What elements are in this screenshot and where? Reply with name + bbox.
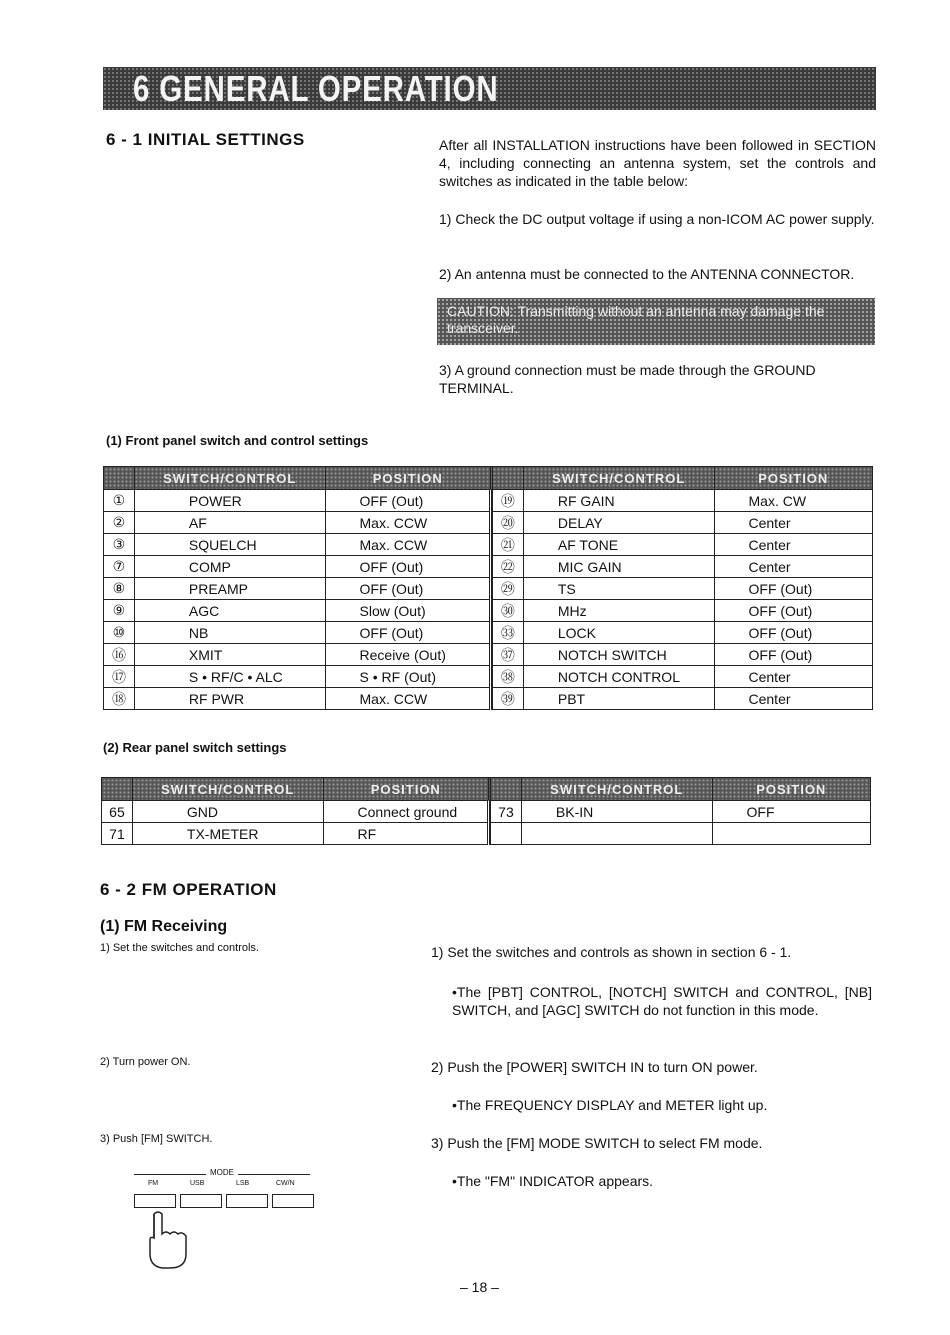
- switch-control-name: BK-IN: [521, 801, 712, 823]
- mode-cwn-label: CW/N: [276, 1180, 295, 1187]
- header-switch-control: SWITCH/CONTROL: [134, 467, 325, 490]
- header-position-2: POSITION: [714, 467, 873, 490]
- item-number: ⑦: [104, 556, 135, 578]
- header-position: POSITION: [325, 467, 490, 490]
- table-row: [104, 512, 873, 534]
- item-number: ㉙: [492, 578, 523, 600]
- switch-control-name: TX-METER: [132, 823, 323, 845]
- position-value: OFF (Out): [325, 578, 490, 600]
- mode-usb-button[interactable]: [180, 1194, 222, 1208]
- page-number: – 18 –: [460, 1279, 499, 1295]
- mode-usb-label: USB: [190, 1180, 205, 1187]
- right-step-1: 1) Set the switches and controls as shown in section 6 - 1.: [431, 944, 792, 960]
- right-step-3: 3) Push the [FM] MODE SWITCH to select FM mode.: [431, 1135, 763, 1151]
- mode-fm-button[interactable]: [134, 1194, 176, 1208]
- item-number: ㊲: [492, 644, 523, 666]
- section-banner: [103, 67, 876, 110]
- switch-control-name: GND: [132, 801, 323, 823]
- item-number: ⑧: [104, 578, 135, 600]
- position-value: RF: [323, 823, 488, 845]
- table-row: [102, 823, 871, 845]
- item-number: 65: [102, 801, 133, 823]
- switch-control-name: AGC: [134, 600, 325, 622]
- item-number: ㊴: [492, 688, 523, 710]
- switch-control-name: S • RF/C • ALC: [134, 666, 325, 688]
- left-step-3: 3) Push [FM] SWITCH.: [100, 1133, 213, 1145]
- switch-control-name: NOTCH CONTROL: [523, 666, 714, 688]
- position-value: Center: [714, 556, 873, 578]
- position-value: OFF: [712, 801, 870, 823]
- right-step-2: 2) Push the [POWER] SWITCH IN to turn ON power.: [431, 1059, 758, 1075]
- mode-label: MODE: [210, 1168, 234, 1177]
- header-num-2: [491, 778, 522, 801]
- section-6-1-heading: 6 - 1 INITIAL SETTINGS: [106, 130, 305, 149]
- position-value: Slow (Out): [325, 600, 490, 622]
- switch-control-name: PBT: [523, 688, 714, 710]
- mode-cwn-button[interactable]: [272, 1194, 314, 1208]
- item-number: ㉚: [492, 600, 523, 622]
- table-row: [104, 578, 873, 600]
- switch-control-name: XMIT: [134, 644, 325, 666]
- switch-control-name: NB: [134, 622, 325, 644]
- item-number: ⑯: [104, 644, 135, 666]
- item-number: 71: [102, 823, 133, 845]
- item-number: ㉝: [492, 622, 523, 644]
- position-value: Center: [714, 688, 873, 710]
- left-step-2: 2) Turn power ON.: [100, 1056, 191, 1068]
- switch-control-name: LOCK: [523, 622, 714, 644]
- switch-control-name: SQUELCH: [134, 534, 325, 556]
- position-value: Max. CW: [714, 490, 873, 512]
- table-row: [104, 556, 873, 578]
- position-value: Center: [714, 666, 873, 688]
- right-step-3-note: •The "FM" INDICATOR appears.: [452, 1173, 654, 1189]
- position-value: Max. CCW: [325, 512, 490, 534]
- header-num: [102, 778, 133, 801]
- table-row: [104, 688, 873, 710]
- position-value: Center: [714, 512, 873, 534]
- position-value: Center: [714, 534, 873, 556]
- banner-title: 6 GENERAL OPERATION: [133, 68, 499, 109]
- item-number: ㉒: [492, 556, 523, 578]
- item-number: ⑩: [104, 622, 135, 644]
- item-number: ⑱: [104, 688, 135, 710]
- item-number: ⑨: [104, 600, 135, 622]
- header-position: POSITION: [323, 778, 488, 801]
- position-value: Connect ground: [323, 801, 488, 823]
- switch-control-name: MIC GAIN: [523, 556, 714, 578]
- header-switch-control: SWITCH/CONTROL: [132, 778, 323, 801]
- step-3: 3) A ground connection must be made through the GROUND TERMINAL.: [439, 362, 816, 396]
- intro-paragraph: After all INSTALLATION instructions have been followed in SECTION 4, including connecting an antenna system, set the controls and switches as indicated in the table below:: [439, 137, 876, 189]
- step-1: 1) Check the DC output voltage if using a non-ICOM AC power supply.: [439, 211, 875, 227]
- caution-box: [437, 298, 875, 345]
- item-number: ⑳: [492, 512, 523, 534]
- switch-control-name: COMP: [134, 556, 325, 578]
- switch-control-name: POWER: [134, 490, 325, 512]
- position-value: Max. CCW: [325, 688, 490, 710]
- pointing-hand-icon: [144, 1210, 194, 1272]
- item-number: ②: [104, 512, 135, 534]
- position-value: S • RF (Out): [325, 666, 490, 688]
- item-number: 73: [491, 801, 522, 823]
- position-value: OFF (Out): [714, 578, 873, 600]
- table-row: [104, 622, 873, 644]
- mode-lsb-label: LSB: [236, 1180, 250, 1187]
- switch-control-name: [521, 823, 712, 845]
- table-row: [104, 666, 873, 688]
- step-2: 2) An antenna must be connected to the ANTENNA CONNECTOR.: [439, 266, 855, 282]
- position-value: Receive (Out): [325, 644, 490, 666]
- mode-panel-illustration: [134, 1168, 314, 1268]
- front-table-caption: (1) Front panel switch and control settings: [106, 433, 369, 448]
- right-step-1-note: •The [PBT] CONTROL, [NOTCH] SWITCH and CONTROL, [NB] SWITCH, and [AGC] SWITCH do not function in this mode.: [452, 984, 872, 1018]
- table-row: [102, 801, 871, 823]
- rear-table-caption: (2) Rear panel switch settings: [103, 740, 287, 755]
- header-switch-control-2: SWITCH/CONTROL: [521, 778, 712, 801]
- table-row: [104, 490, 873, 512]
- switch-control-name: AF: [134, 512, 325, 534]
- item-number: [491, 823, 522, 845]
- item-number: ㊳: [492, 666, 523, 688]
- switch-control-name: PREAMP: [134, 578, 325, 600]
- position-value: Max. CCW: [325, 534, 490, 556]
- switch-control-name: MHz: [523, 600, 714, 622]
- position-value: OFF (Out): [325, 556, 490, 578]
- header-num: [104, 467, 135, 490]
- rear-panel-table: [101, 777, 871, 845]
- header-switch-control-2: SWITCH/CONTROL: [523, 467, 714, 490]
- mode-fm-label: FM: [148, 1180, 159, 1187]
- switch-control-name: DELAY: [523, 512, 714, 534]
- table-header-row: [102, 778, 871, 801]
- right-step-2-note: •The FREQUENCY DISPLAY and METER light up.: [452, 1097, 768, 1113]
- section-6-2-heading: 6 - 2 FM OPERATION: [100, 880, 277, 899]
- header-num-2: [492, 467, 523, 490]
- switch-control-name: RF GAIN: [523, 490, 714, 512]
- front-panel-table: [103, 466, 873, 710]
- table-row: [104, 644, 873, 666]
- position-value: OFF (Out): [714, 644, 873, 666]
- fm-receiving-heading: (1) FM Receiving: [100, 918, 228, 935]
- position-value: OFF (Out): [714, 622, 873, 644]
- item-number: ③: [104, 534, 135, 556]
- position-value: OFF (Out): [714, 600, 873, 622]
- switch-control-name: NOTCH SWITCH: [523, 644, 714, 666]
- item-number: ㉑: [492, 534, 523, 556]
- table-row: [104, 600, 873, 622]
- mode-lsb-button[interactable]: [226, 1194, 268, 1208]
- position-value: OFF (Out): [325, 622, 490, 644]
- item-number: ①: [104, 490, 135, 512]
- table-header-row: [104, 467, 873, 490]
- switch-control-name: RF PWR: [134, 688, 325, 710]
- table-row: [104, 534, 873, 556]
- header-position-2: POSITION: [712, 778, 870, 801]
- switch-control-name: TS: [523, 578, 714, 600]
- caution-text: CAUTION: Transmitting without an antenna may damage the transceiver.: [447, 303, 825, 336]
- position-value: OFF (Out): [325, 490, 490, 512]
- left-step-1: 1) Set the switches and controls.: [100, 942, 259, 954]
- position-value: [712, 823, 870, 845]
- item-number: ⑰: [104, 666, 135, 688]
- switch-control-name: AF TONE: [523, 534, 714, 556]
- item-number: ⑲: [492, 490, 523, 512]
